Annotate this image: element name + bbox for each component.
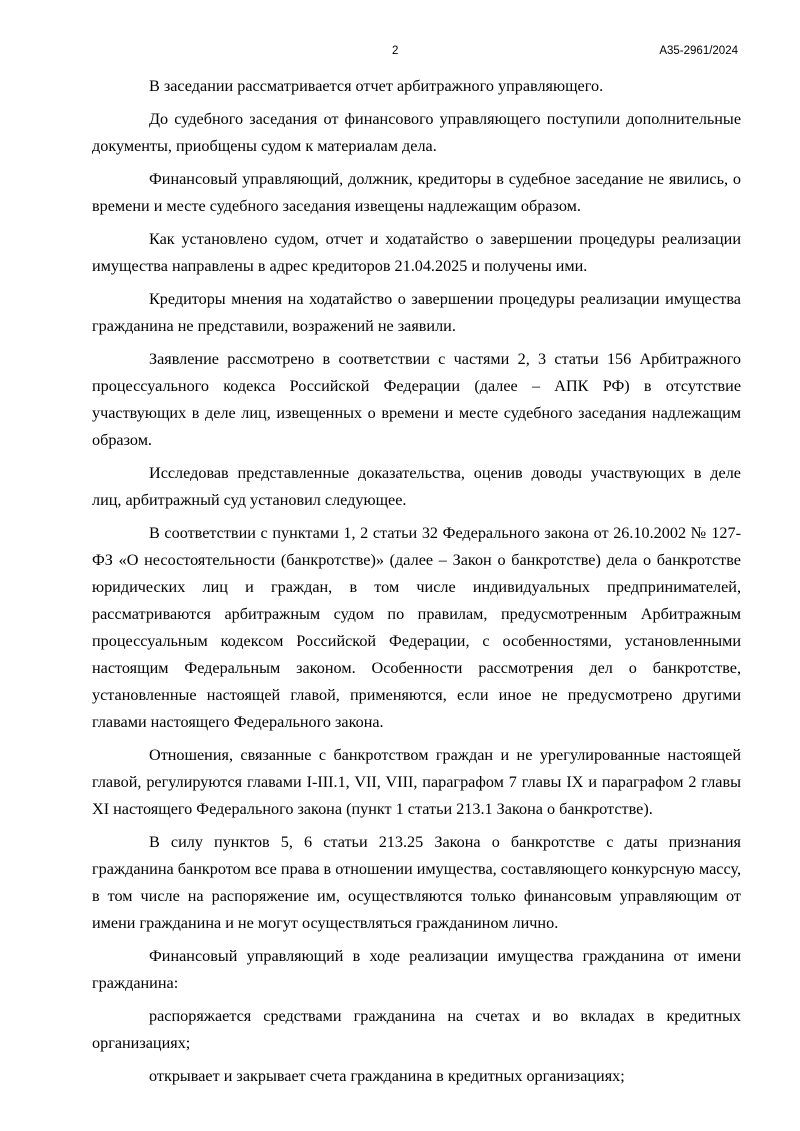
- paragraph-13: открывает и закрывает счета гражданина в кредитных организациях;: [149, 1067, 625, 1085]
- document-body: [92, 73, 741, 1096]
- page-number: 2: [392, 45, 399, 57]
- paragraph-3: Финансовый управляющий, должник, кредиторы в судебное заседание не явились, о времени и месте судебного заседания извещены надлежащим образом.: [92, 170, 741, 215]
- paragraph-8: В соответствии с пунктами 1, 2 статьи 32 Федерального закона от 26.10.2002 № 127-ФЗ «О несостоятельности (банкротстве)» (далее – Закон о банкротстве) дела о банкротстве юридических лиц и граждан, в том числе индивидуальных предпринимателей, рассматриваются арбитражным судом по правилам, предусмотренным Арбитражным процессуальным кодексом Российской Федерации, с особенностями, установленными настоящим Федеральным законом. Особенности рассмотрения дел о банкротстве, установленные настоящей главой, применяются, если иное не предусмотрено другими главами настоящего Федерального закона.: [92, 524, 741, 731]
- case-number: А35-2961/2024: [659, 45, 738, 57]
- paragraph-2: До судебного заседания от финансового управляющего поступили дополнительные документы, приобщены судом к материалам дела.: [92, 110, 741, 155]
- paragraph-12: распоряжается средствами гражданина на счетах и во вкладах в кредитных организациях;: [92, 1007, 741, 1052]
- paragraph-9: Отношения, связанные с банкротством граждан и не урегулированные настоящей главой, регулируются главами I-III.1, VII, VIII, параграфом 7 главы IX и параграфом 2 главы XI настоящего Федерального закона (пункт 1 статьи 213.1 Закона о банкротстве).: [92, 746, 741, 818]
- paragraph-6: Заявление рассмотрено в соответствии с частями 2, 3 статьи 156 Арбитражного процессуального кодекса Российской Федерации (далее – АПК РФ) в отсутствие участвующих в деле лиц, извещенных о времени и месте судебного заседания надлежащим образом.: [92, 350, 741, 449]
- paragraph-5: Кредиторы мнения на ходатайство о завершении процедуры реализации имущества гражданина не представили, возражений не заявили.: [92, 290, 741, 335]
- paragraph-4: Как установлено судом, отчет и ходатайство о завершении процедуры реализации имущества направлены в адрес кредиторов 21.04.2025 и получены ими.: [92, 230, 741, 275]
- paragraph-1: В заседании рассматривается отчет арбитражного управляющего.: [149, 77, 604, 95]
- paragraph-10: В силу пунктов 5, 6 статьи 213.25 Закона о банкротстве с даты признания гражданина банкротом все права в отношении имущества, составляющего конкурсную массу, в том числе на распоряжение им, осуществляются только финансовым управляющим от имени гражданина и не могут осуществляться гражданином лично.: [92, 833, 741, 932]
- paragraph-7: Исследовав представленные доказательства, оценив доводы участвующих в деле лиц, арбитражный суд установил следующее.: [92, 464, 741, 509]
- paragraph-11: Финансовый управляющий в ходе реализации имущества гражданина от имени гражданина:: [92, 947, 741, 992]
